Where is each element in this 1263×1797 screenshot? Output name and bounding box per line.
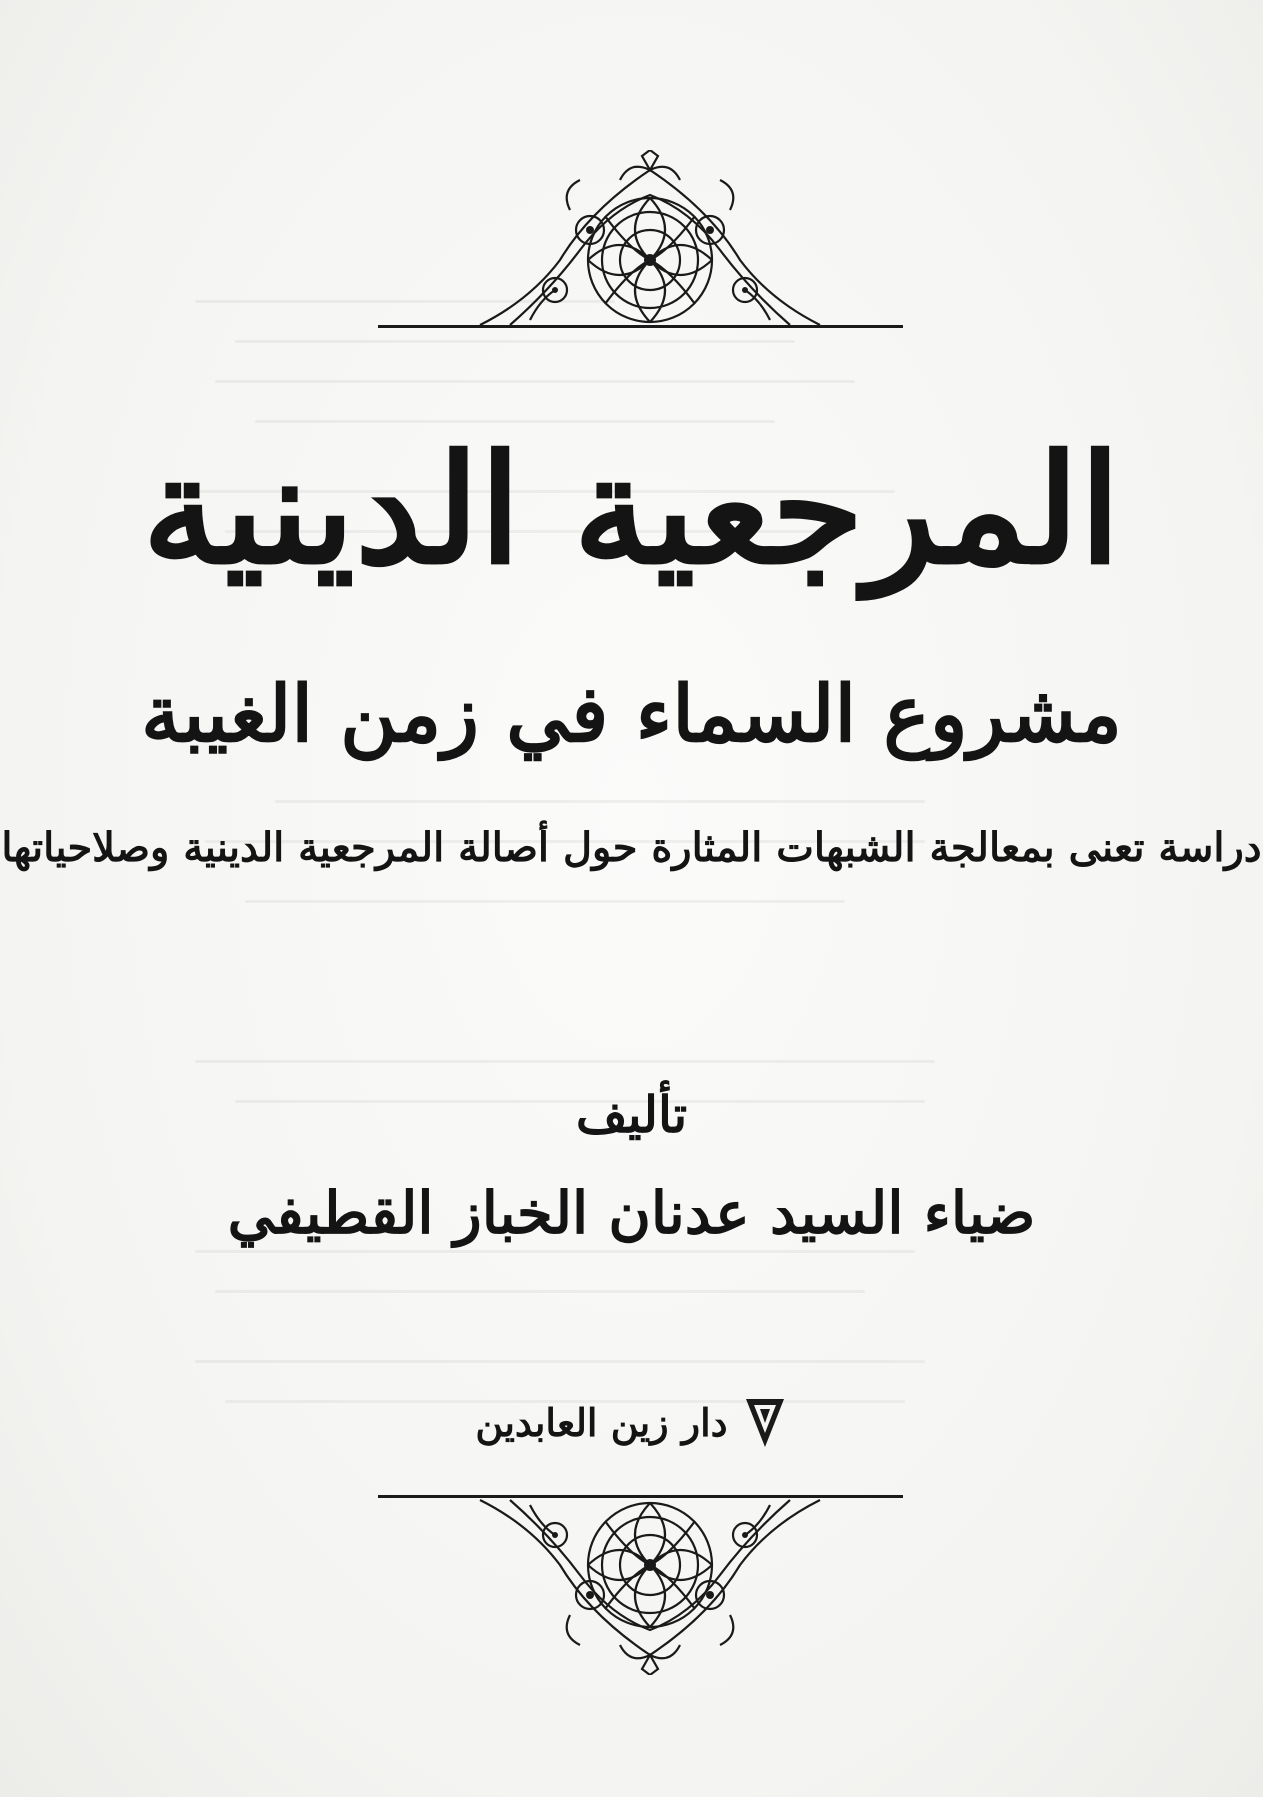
author-label: تأليف (575, 1085, 688, 1144)
top-divider-rule (378, 325, 903, 328)
publisher-name: دار زين العابدين (475, 1400, 728, 1445)
publisher (0, 1395, 1263, 1451)
bottom-ornament-icon (470, 1495, 830, 1675)
author-name: ضياء السيد عدنان الخباز القطيفي (227, 1179, 1036, 1247)
book-title: المرجعية الدينية (142, 422, 1121, 598)
book-tagline: دراسة تعنى بمعالجة الشبهات المثارة حول أصالة المرجعية الدينية وصلاحياتها (1, 824, 1262, 871)
publisher-logo-icon (742, 1395, 788, 1451)
top-ornament-icon (470, 150, 830, 330)
book-subtitle: مشروع السماء في زمن الغيبة (141, 669, 1122, 760)
